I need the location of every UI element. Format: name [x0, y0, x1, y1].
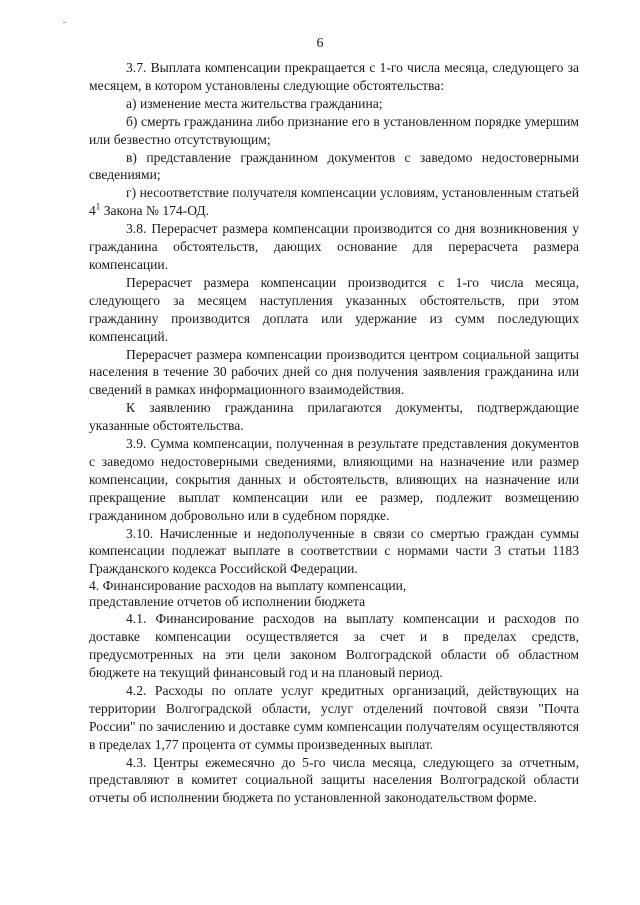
paragraph-3-7-g-tail: Закона № 174-ОД.	[100, 203, 210, 219]
superscript: 1	[95, 201, 101, 212]
paragraph-3-8-c: Перерасчет размера компенсации производится центром социальной защиты населения в течение 30 рабочих дней со дня получения заявления гражданина или сведений в рамках информационного взаимодействия.	[89, 346, 579, 398]
section-4-title-line2: представление отчетов об исполнении бюджета	[89, 594, 366, 610]
page-number: 6	[316, 36, 324, 51]
paragraph-3-7: 3.7. Выплата компенсации прекращается с 1-го числа месяца, следующего за месяцем, в котором установлены следующие обстоятельства:	[89, 60, 579, 93]
section-4-title	[89, 578, 579, 610]
paragraph-3-8-d: К заявлению гражданина прилагаются документы, подтверждающие указанные обстоятельства.	[89, 400, 579, 434]
paragraph-4-2: 4.2. Расходы по оплате услуг кредитных организаций, действующих на территории Волгоградской области, услуг отделений почтовой связи "Почта России" по зачислению и доставке сумм компенсации получателям осуществляются в пределах 1,77 процента от суммы произведенных выплат.	[89, 682, 579, 752]
paragraph-3-7-v: в) представление гражданином документов с заведомо недостоверными сведениями;	[89, 149, 579, 183]
paragraph-3-8: 3.8. Перерасчет размера компенсации производится со дня возникновения у гражданина обстоятельств, дающих основание для перерасчета размера компенсации.	[89, 221, 579, 272]
paragraph-3-9: 3.9. Сумма компенсации, полученная в результате представления документов с заведомо недостоверными сведениями, влияющими на назначение или размер компенсации, сокрытия данных и обстоятельств, влияющих на назначение или прекращение выплат компенсации или ее размер, подлежит возмещению гражданином добровольно или в судебном порядке.	[89, 436, 579, 523]
document-body	[89, 59, 579, 807]
paragraph-3-10: 3.10. Начисленные и недополученные в связи со смертью граждан суммы компенсации подлежат выплате в соответствии с нормами части 3 статьи 1183 Гражданского кодекса Российской Федерации.	[89, 525, 579, 577]
scan-mark	[63, 22, 66, 23]
paragraph-3-8-b: Перерасчет размера компенсации производится с 1-го числа месяца, следующего за месяцем наступления указанных обстоятельств, при этом гражданину производится доплата или удержание из сумм последующих компенсаций.	[89, 274, 579, 344]
paragraph-4-3: 4.3. Центры ежемесячно до 5-го числа месяца, следующего за отчетным, представляют в комитет социальной защиты населения Волгоградской области отчеты об исполнении бюджета по установленной законодательством форме.	[89, 754, 579, 806]
paragraph-4-1: 4.1. Финансирование расходов на выплату компенсации и расходов по доставке компенсации осуществляется за счет и в пределах средств, предусмотренных на эти цели законом Волгоградской области об областном бюджете на текущий финансовый год и на плановый период.	[89, 611, 579, 680]
section-4-title-line1: 4. Финансирование расходов на выплату компенсации,	[89, 578, 407, 594]
paragraph-3-7-b: б) смерть гражданина либо признание его в установленном порядке умершим или безвестно отсутствующим;	[89, 113, 579, 147]
paragraph-3-7-a: а) изменение места жительства гражданина;	[126, 95, 383, 111]
paragraph-3-7-g-text: г) несоответствие получателя компенсации условиям, установленным статьей 4	[89, 185, 579, 219]
paragraph-3-7-g	[89, 184, 579, 220]
